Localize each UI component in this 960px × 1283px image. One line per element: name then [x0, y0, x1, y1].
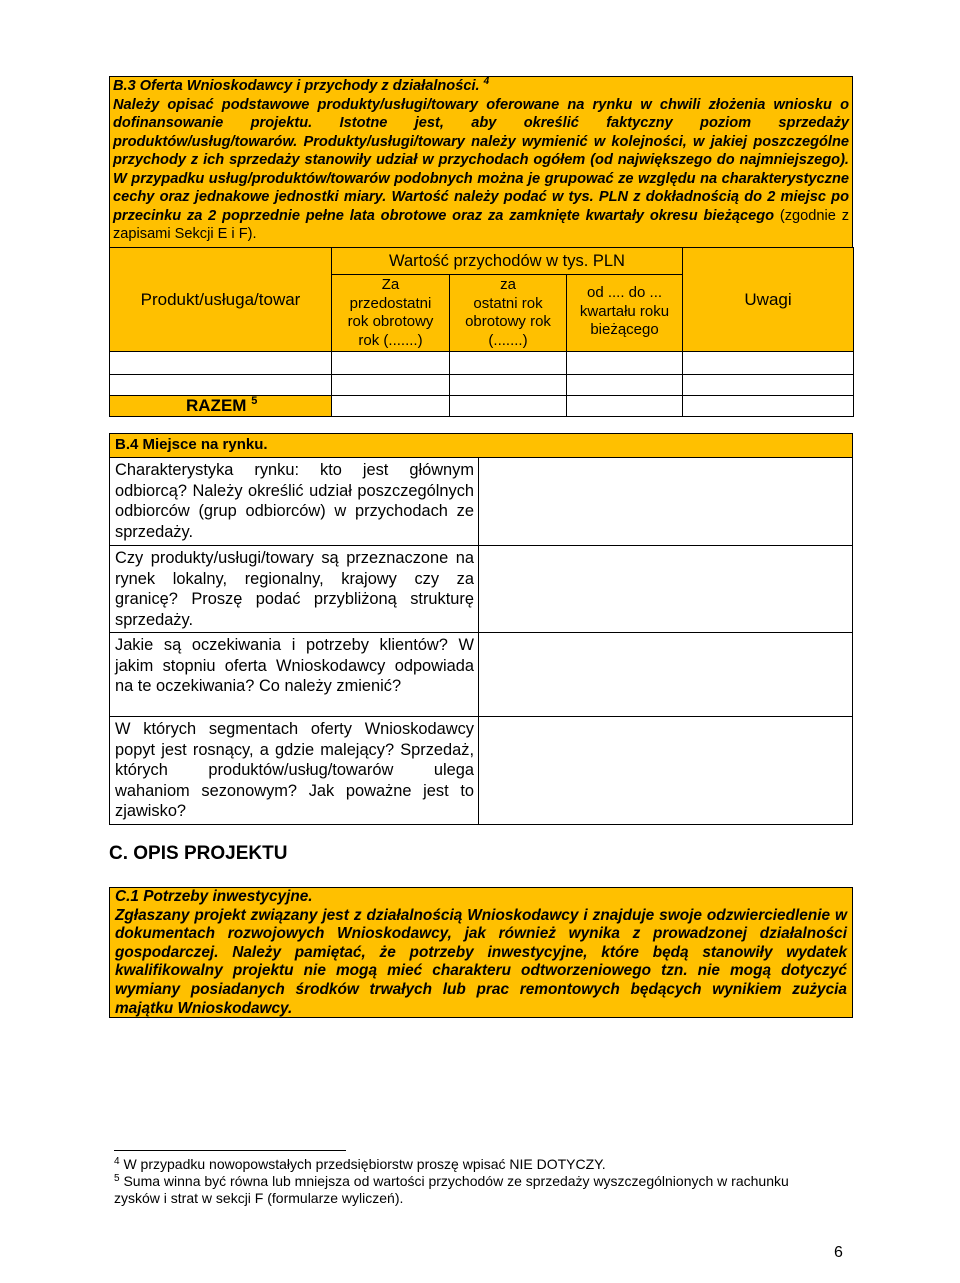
total-row — [110, 396, 854, 417]
cell-product-input[interactable] — [110, 352, 332, 375]
b4-answer-4[interactable] — [479, 717, 853, 825]
col-header-prev1: za ostatni rok obrotowy rok (.......) — [450, 275, 567, 352]
section-b4-table — [109, 457, 853, 825]
cell-prev2-input[interactable] — [332, 375, 450, 396]
cell-notes-input[interactable] — [683, 352, 854, 375]
col-header-prev2: Za przedostatni rok obrotowy rok (.......) — [332, 275, 450, 352]
cell-product-input[interactable] — [110, 375, 332, 396]
b4-question-3: Jakie są oczekiwania i potrzeby klientów? W jakim stopniu oferta Wnioskodawcy odpowiada na te oczekiwania? Co należy zmienić? — [110, 633, 479, 717]
list-item — [110, 458, 853, 546]
section-c1-box — [109, 887, 853, 1018]
cell-total-notes[interactable] — [683, 396, 854, 417]
b4-question-2: Czy produkty/usługi/towary są przeznaczone na rynek lokalny, regionalny, krajowy czy za granicę? Proszę podać przybliżoną strukturę sprzedaży. — [110, 546, 479, 633]
footnote-divider — [114, 1150, 346, 1151]
section-b4-title: B.4 Miejsce na rynku. — [109, 433, 853, 458]
footnote-4: $^4$ W przypadku nowopowstałych przedsiębiorstw proszę wpisać NIE DOTYCZY. — [114, 1156, 606, 1172]
col-header-notes: Uwagi — [683, 248, 854, 352]
b4-question-1: Charakterystyka rynku: kto jest głównym odbiorcą? Należy określić udział poszczególnych odbiorców (grup odbiorców) w przychodach ze sprzedaży. — [110, 458, 479, 546]
cell-total-prev1[interactable] — [450, 396, 567, 417]
cell-prev2-input[interactable] — [332, 352, 450, 375]
section-b3-title: B.3 Oferta Wnioskodawcy i przychody z działalności. $^4$ — [113, 76, 490, 94]
b4-answer-2[interactable] — [479, 546, 853, 633]
section-b3-box — [109, 76, 853, 248]
col-header-product: Produkt/usługa/towar — [110, 248, 332, 352]
col-header-revenue-group: Wartość przychodów w tys. PLN — [332, 248, 683, 275]
cell-total-current[interactable] — [567, 396, 683, 417]
footnote-ref-5: 5 — [251, 395, 258, 407]
b4-question-4: W których segmentach oferty Wnioskodawcy popyt jest rosnący, a gdzie malejący? Sprzedaż, których produktów/usług/towarów ulega wahaniom sezonowym? Jak poważne jest to zjawisko? — [110, 717, 479, 825]
table-row — [110, 352, 854, 375]
section-c-title: C. OPIS PROJEKTU — [109, 843, 288, 864]
list-item — [110, 717, 853, 825]
section-b3-instructions: Należy opisać podstawowe produkty/usługi/towary oferowane na rynku w chwili złożenia wniosku o dofinansowanie projektu. Istotne jest, aby określić faktyczny poziom sprzedaży produktów/usług/towarów. Produkty/usługi/towary należy wymienić w kolejności, w jakiej poszczególne przychody z ich sprzedaży stanowiły udział w przychodach ogółem (od największego do najmniejszego). W przypadku usług/produktów/towarów podobnych można je grupować ze względu na charakterystyczne cechy oraz jednakowe jednostki miary. Wartość należy podać w tys. PLN z dokładnością do 2 miejsc po przecinku za 2 poprzednie pełne lata obrotowe oraz za zamknięte kwartały okresu bieżącego (zgodnie z zapisami Sekcji E i F). — [113, 96, 849, 242]
list-item — [110, 633, 853, 717]
section-c1-text: Zgłaszany projekt związany jest z działalnością Wnioskodawcy i znajduje swoje odzwierciedlenie w dokumentach rozwojowych Wnioskodawcy, jak również wynika z prowadzonej działalności gospodarczej. Należy pamiętać, że potrzeby inwestycyjne, które będą stanowiły wydatek kwalifikowalny projektu nie mogą mieć charakteru odtworzeniowego tzn. nie mogą dotyczyć wymiany posiadanych środków trwałych lub prac remontowych będących wynikiem zużycia majątku Wnioskodawcy. — [115, 906, 847, 1017]
section-c1-title: C.1 Potrzeby inwestycyjne. — [115, 888, 313, 905]
total-label: RAZEM $^5$ — [110, 396, 332, 417]
cell-notes-input[interactable] — [683, 375, 854, 396]
page-number: 6 — [834, 1244, 843, 1261]
cell-prev1-input[interactable] — [450, 375, 567, 396]
revenue-table — [109, 247, 854, 417]
cell-total-prev2[interactable] — [332, 396, 450, 417]
b4-answer-3[interactable] — [479, 633, 853, 717]
cell-prev1-input[interactable] — [450, 352, 567, 375]
table-row — [110, 375, 854, 396]
list-item — [110, 546, 853, 633]
b4-answer-1[interactable] — [479, 458, 853, 546]
cell-current-input[interactable] — [567, 375, 683, 396]
footnote-5: $^5$ Suma winna być równa lub mniejsza od wartości przychodów ze sprzedaży wyszczególnionych w rachunku zysków i strat w sekcji F (formularze wyliczeń). — [114, 1173, 789, 1206]
col-header-current: od .... do ... kwartału roku bieżącego — [567, 275, 683, 352]
cell-current-input[interactable] — [567, 352, 683, 375]
footnote-ref-4: 4 — [483, 76, 490, 87]
